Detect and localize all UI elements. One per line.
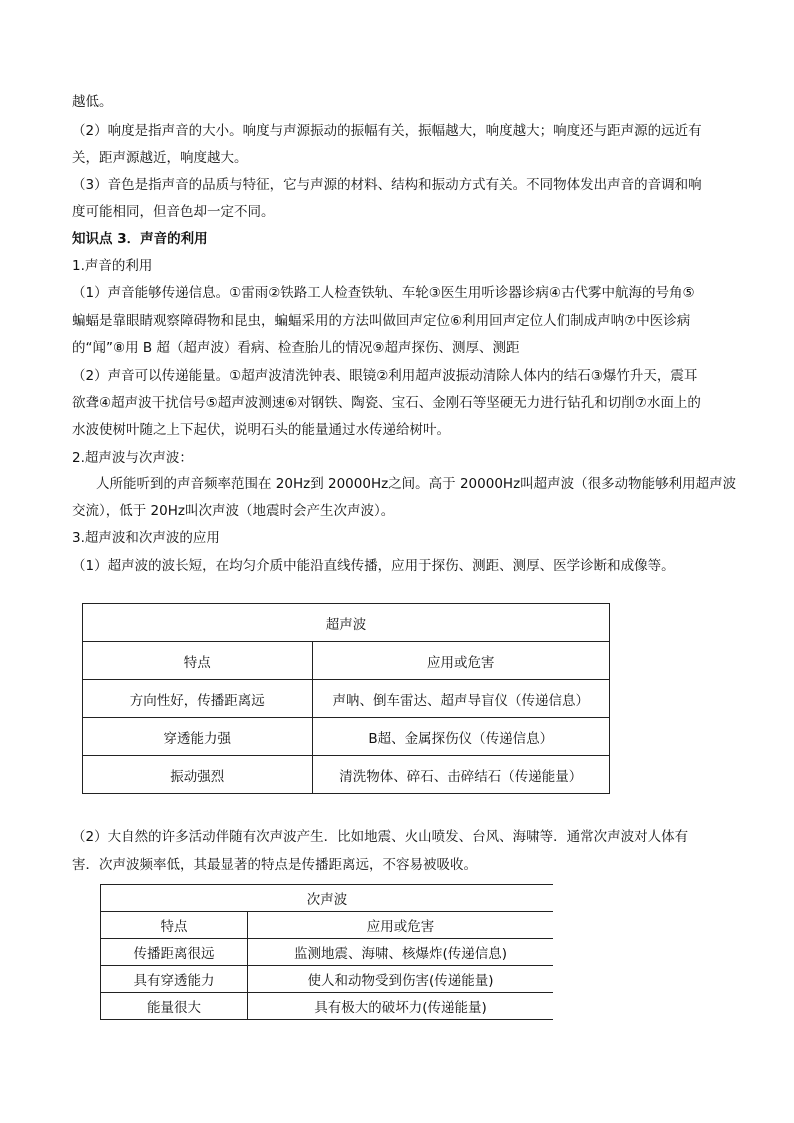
paragraph-line: （3）音色是指声音的品质与特征，它与声源的材料、结构和振动方式有关。不同物体发出声音的音调和响 <box>72 177 702 193</box>
paragraph-line: 关，距声源越近，响度越大。 <box>72 150 248 166</box>
subsection-heading: 3.超声波和次声波的应用 <box>72 530 220 546</box>
paragraph-line: （2）声音可以传递能量。①超声波清洗钟表、眼镜②利用超声波振动清除人体内的结石③爆竹升天，震耳 <box>72 368 698 384</box>
table-row <box>101 993 554 1020</box>
paragraph-line: 欲聋④超声波干扰信号⑤超声波测速⑥对钢铁、陶瓷、宝石、金刚石等坚硬无力进行钻孔和切削⑦水面上的 <box>72 395 701 411</box>
paragraph-line: 蝙蝠是靠眼睛观察障碍物和昆虫，蝙蝠采用的方法叫做回声定位⑥利用回声定位人们制成声呐⑦中医诊病 <box>72 313 691 329</box>
table-cell: 清洗物体、碎石、击碎结石（传递能量） <box>312 756 609 794</box>
paragraph-line: （1）超声波的波长短，在均匀介质中能沿直线传播，应用于探伤、测距、测厚、医学诊断和成像等。 <box>72 558 675 574</box>
paragraph-line: 害．次声波频率低，其最显著的特点是传播距离远，不容易被吸收。 <box>72 857 477 873</box>
table-cell: 传播距离很远 <box>101 939 248 966</box>
paragraph-line: 度可能相同，但音色却一定不同。 <box>72 204 275 220</box>
table-title: 次声波 <box>101 885 554 912</box>
paragraph-line: （1）声音能够传递信息。①雷雨②铁路工人检查铁轨、车轮③医生用听诊器诊病④古代雾中航海的号角⑤ <box>72 285 695 301</box>
column-header: 应用或危害 <box>248 912 554 939</box>
ultrasound-table <box>82 603 610 794</box>
column-header: 应用或危害 <box>312 642 609 680</box>
table-cell: 方向性好，传播距离远 <box>83 680 313 718</box>
paragraph-line: 人所能听到的声音频率范围在 20Hz到 20000Hz之间。高于 20000Hz叫超声波（很多动物能够利用超声波 <box>96 476 737 492</box>
column-header: 特点 <box>83 642 313 680</box>
subsection-heading: 2.超声波与次声波： <box>72 450 193 466</box>
table-row <box>101 966 554 993</box>
table-row <box>83 680 610 718</box>
table-cell: B超、金属探伤仪（传递信息） <box>312 718 609 756</box>
paragraph-line: 越低。 <box>72 94 113 110</box>
paragraph-line: （2）响度是指声音的大小。响度与声源振动的振幅有关，振幅越大，响度越大；响度还与距声源的远近有 <box>72 123 702 139</box>
table-title: 超声波 <box>83 604 610 642</box>
table-row <box>101 939 554 966</box>
table-cell: 使人和动物受到伤害(传递能量) <box>248 966 554 993</box>
infrasound-table <box>100 884 553 1020</box>
table-cell: 能量很大 <box>101 993 248 1020</box>
table-title-row <box>101 885 554 912</box>
paragraph-line: 的“闻”⑧用 B 超（超声波）看病、检查胎儿的情况⑨超声探伤、测厚、测距 <box>72 340 520 356</box>
table-row <box>83 718 610 756</box>
paragraph-line: 水波使树叶随之上下起伏，说明石头的能量通过水传递给树叶。 <box>72 422 450 438</box>
table-cell: 监测地震、海啸、核爆炸(传递信息) <box>248 939 554 966</box>
subsection-heading: 1.声音的利用 <box>72 258 153 274</box>
table-cell: 声呐、倒车雷达、超声导盲仪（传递信息） <box>312 680 609 718</box>
paragraph-line: 交流），低于 20Hz叫次声波（地震时会产生次声波）。 <box>72 503 395 519</box>
table-header-row <box>83 642 610 680</box>
table-row <box>83 756 610 794</box>
table-cell: 具有穿透能力 <box>101 966 248 993</box>
section-heading: 知识点 3．声音的利用 <box>72 231 208 247</box>
table-header-row <box>101 912 554 939</box>
table-cell: 具有极大的破坏力(传递能量) <box>248 993 554 1020</box>
paragraph-line: （2）大自然的许多活动伴随有次声波产生．比如地震、火山喷发、台风、海啸等．通常次声波对人体有 <box>72 829 689 845</box>
table-cell: 穿透能力强 <box>83 718 313 756</box>
column-header: 特点 <box>101 912 248 939</box>
table-title-row <box>83 604 610 642</box>
table-cell: 振动强烈 <box>83 756 313 794</box>
